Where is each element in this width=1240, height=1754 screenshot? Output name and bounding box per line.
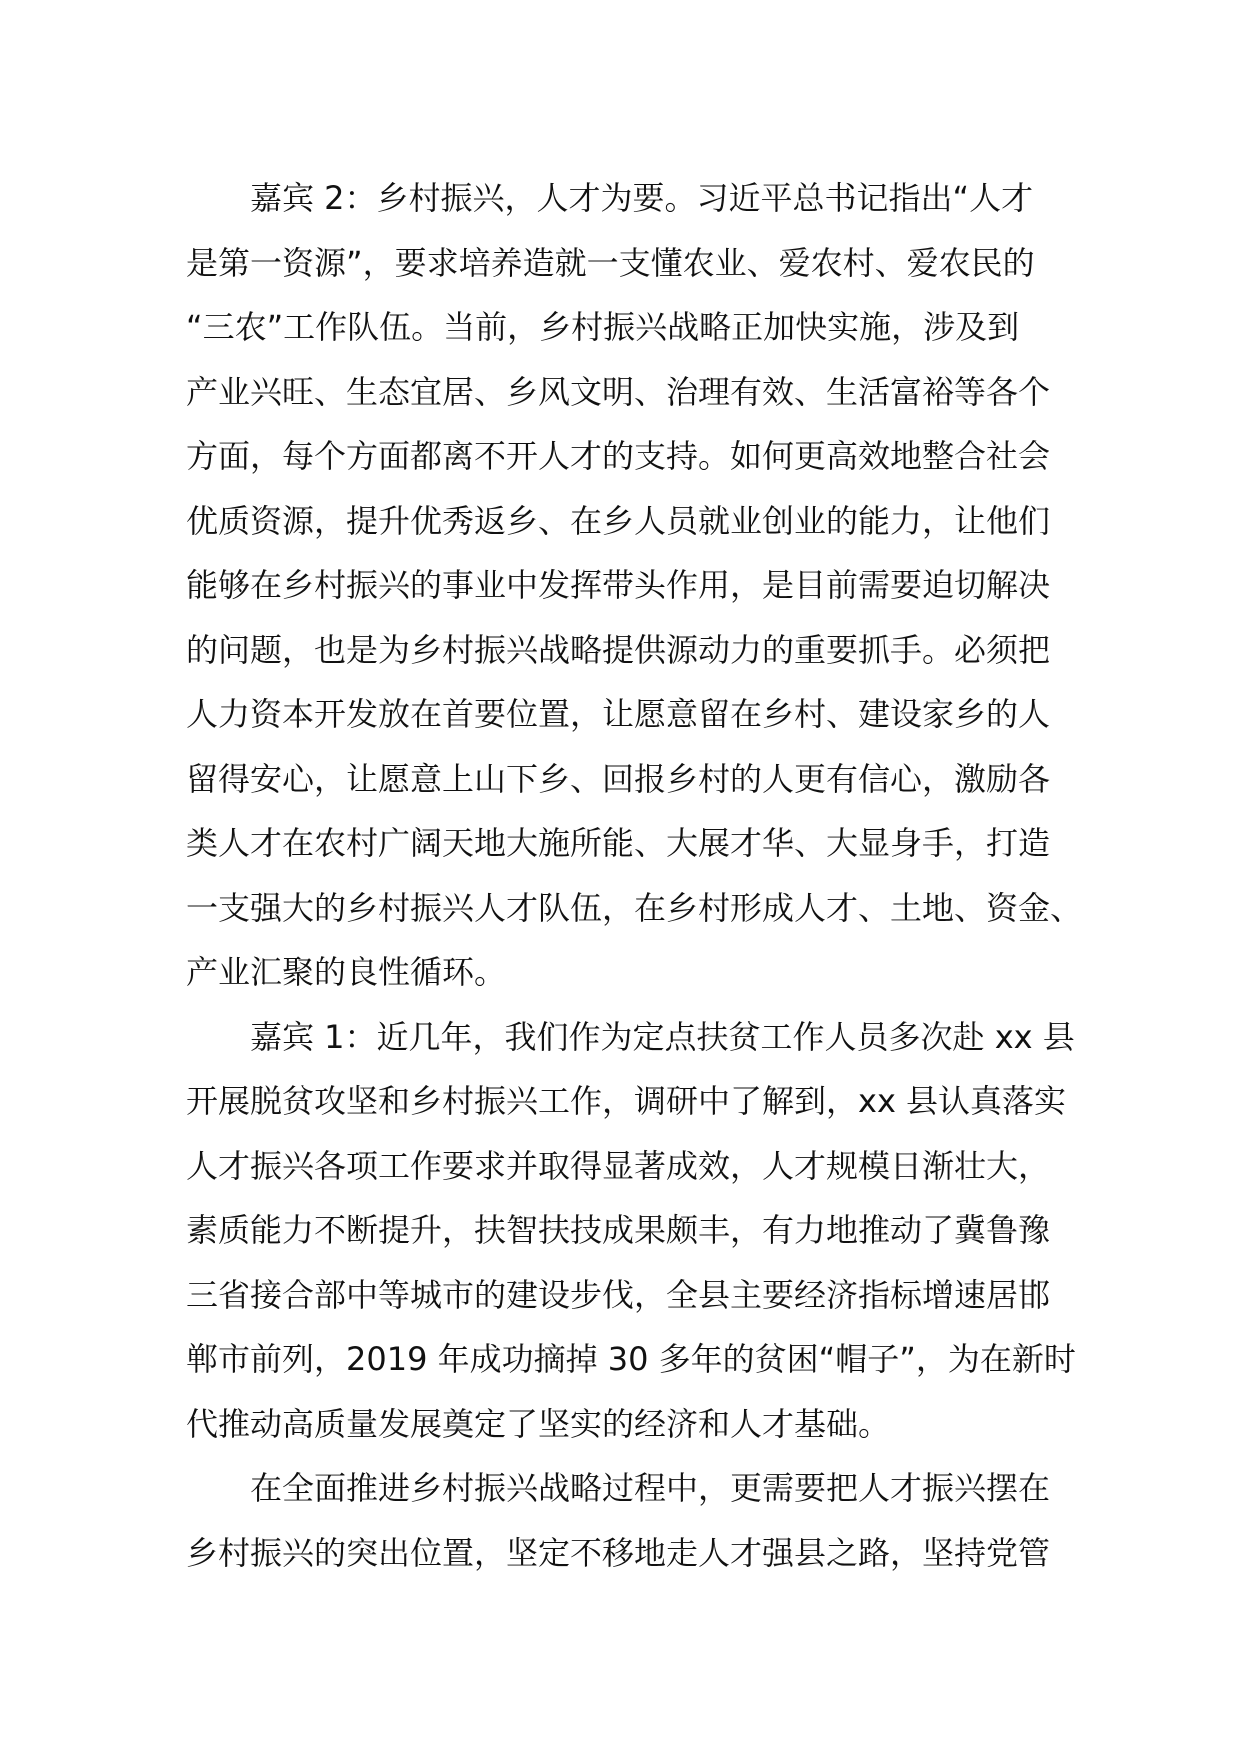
text-line: 郸市前列，2019 年成功摘掉 30 多年的贫困“帽子”，为在新时 — [186, 1340, 1076, 1378]
text-line: 三省接合部中等城市的建设步伐，全县主要经济指标增速居邯 — [186, 1275, 1051, 1314]
text-line: 优质资源，提升优秀返乡、在乡人员就业创业的能力，让他们 — [186, 501, 1051, 540]
text-line: 嘉宾 2：乡村振兴，人才为要。习近平总书记指出“人才 — [250, 179, 1034, 217]
text-line: 产业汇聚的良性循环。 — [186, 953, 507, 991]
text-line: 嘉宾 1：近几年，我们作为定点扶贫工作人员多次赴 xx 县 — [250, 1017, 1075, 1056]
text-line: 类人才在农村广阔天地大施所能、大展才华、大显身手，打造 — [186, 824, 1051, 862]
text-line: 产业兴旺、生态宜居、乡风文明、治理有效、生活富裕等各个 — [186, 372, 1051, 411]
text-line: 素质能力不断提升，扶智扶技成果颇丰，有力地推动了冀鲁豫 — [186, 1211, 1051, 1249]
text-line: “三农”工作队伍。当前，乡村振兴战略正加快实施，涉及到 — [186, 308, 1020, 346]
text-line: 能够在乡村振兴的事业中发挥带头作用，是目前需要迫切解决 — [186, 566, 1051, 604]
paragraph-3 — [186, 1456, 1060, 1585]
text-line: 人力资本开发放在首要位置，让愿意留在乡村、建设家乡的人 — [186, 695, 1051, 733]
text-line: 代推动高质量发展奠定了坚实的经济和人才基础。 — [186, 1404, 891, 1443]
text-line: 的问题，也是为乡村振兴战略提供源动力的重要抓手。必须把 — [186, 630, 1051, 669]
text-line: 人才振兴各项工作要求并取得显著成效，人才规模日渐壮大， — [186, 1146, 1051, 1185]
text-line: 一支强大的乡村振兴人才队伍，在乡村形成人才、土地、资金、 — [186, 888, 1083, 927]
text-line: 方面，每个方面都离不开人才的支持。如何更高效地整合社会 — [186, 437, 1051, 475]
paragraph-1 — [186, 166, 1083, 1005]
document-body — [186, 166, 1083, 1585]
paragraph-2 — [186, 1005, 1076, 1457]
text-line: 是第一资源”，要求培养造就一支懂农业、爱农村、爱农民的 — [186, 243, 1035, 282]
text-line: 在全面推进乡村振兴战略过程中，更需要把人才振兴摆在 — [250, 1469, 1051, 1507]
text-line: 留得安心，让愿意上山下乡、回报乡村的人更有信心，激励各 — [186, 759, 1051, 798]
text-line: 乡村振兴的突出位置，坚定不移地走人才强县之路，坚持党管 — [186, 1533, 1051, 1572]
text-line: 开展脱贫攻坚和乡村振兴工作，调研中了解到，xx 县认真落实 — [186, 1082, 1067, 1120]
